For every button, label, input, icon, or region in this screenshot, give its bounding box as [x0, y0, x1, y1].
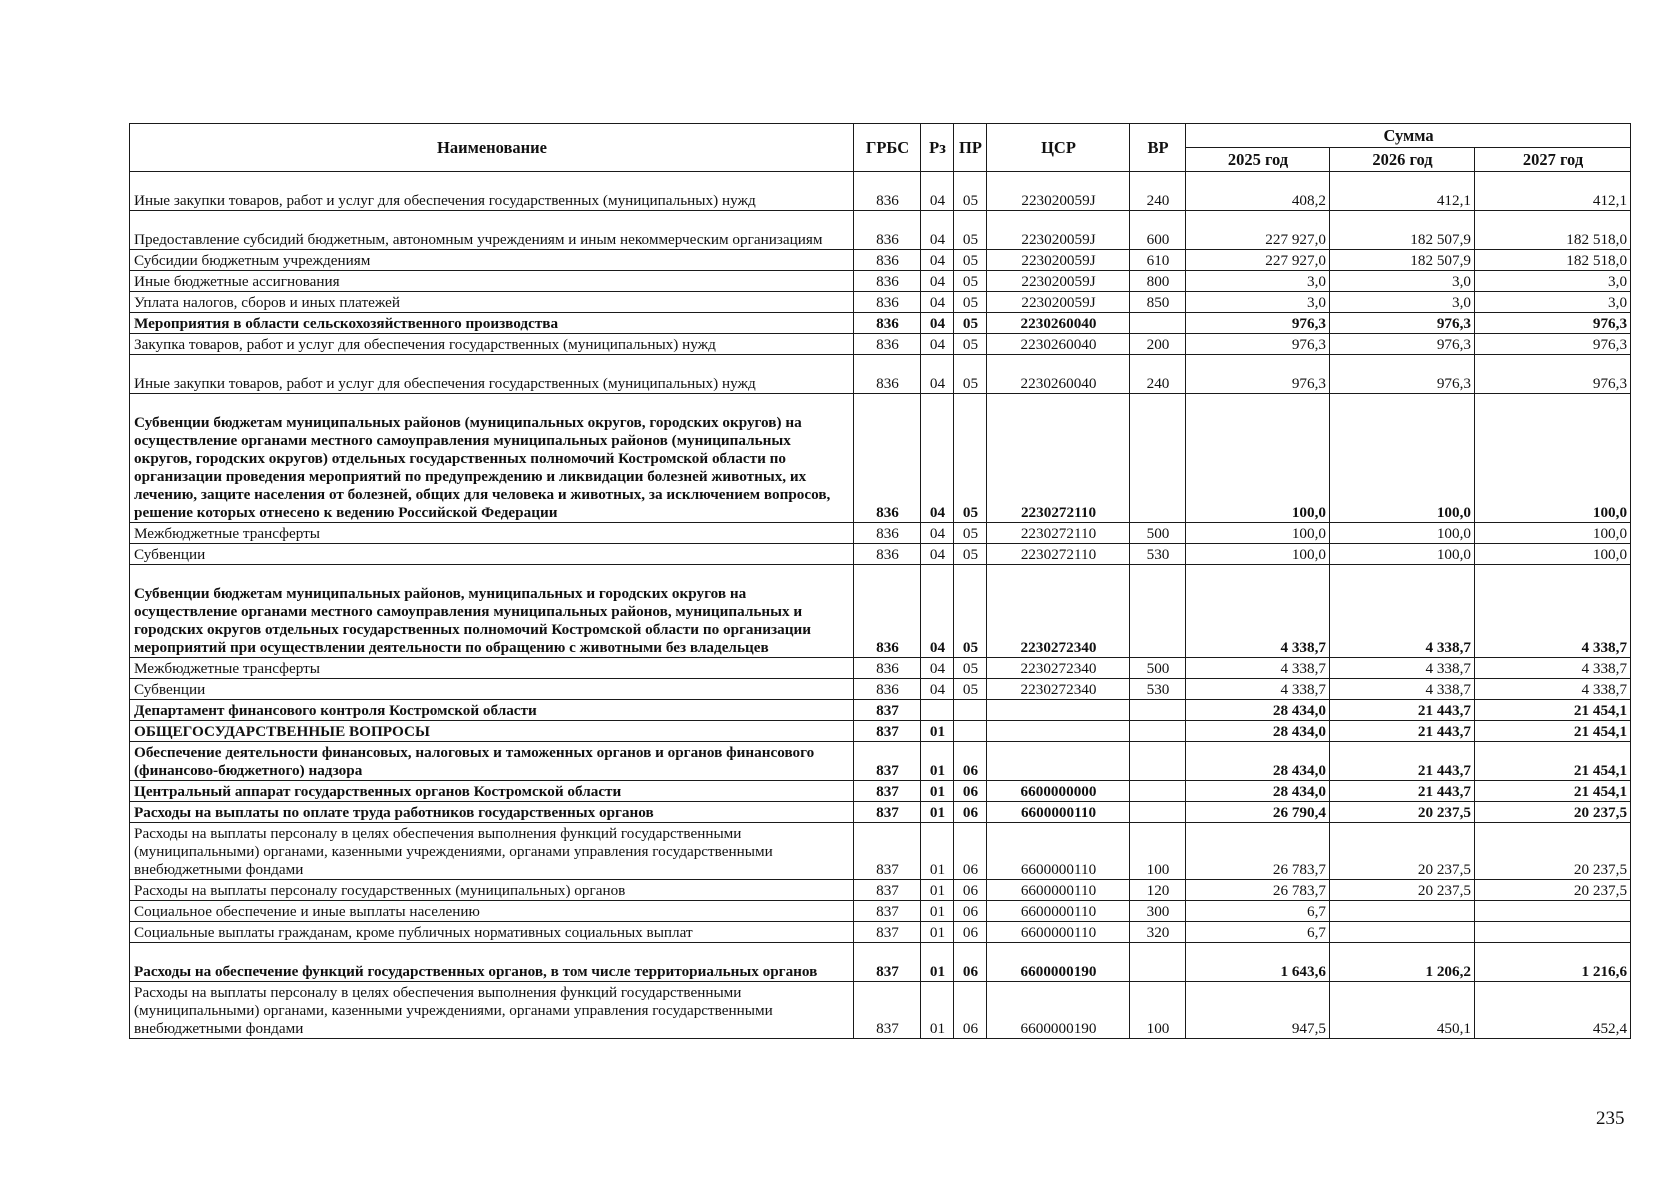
cell-grbs: 837	[854, 922, 921, 943]
cell-sum-2025: 3,0	[1186, 271, 1330, 292]
cell-name: Уплата налогов, сборов и иных платежей	[130, 292, 854, 313]
cell-pr: 05	[954, 172, 987, 211]
cell-sum-2027: 182 518,0	[1475, 250, 1631, 271]
cell-sum-2025: 4 338,7	[1186, 565, 1330, 658]
cell-grbs: 836	[854, 355, 921, 394]
cell-pr: 06	[954, 802, 987, 823]
cell-vr: 240	[1130, 355, 1186, 394]
cell-grbs: 836	[854, 271, 921, 292]
cell-sum-2027: 20 237,5	[1475, 802, 1631, 823]
cell-pr: 06	[954, 781, 987, 802]
cell-name: Иные бюджетные ассигнования	[130, 271, 854, 292]
cell-csr	[987, 742, 1130, 781]
cell-vr: 120	[1130, 880, 1186, 901]
cell-sum-2025: 100,0	[1186, 523, 1330, 544]
table-row	[130, 700, 1631, 721]
cell-vr	[1130, 802, 1186, 823]
table-row	[130, 172, 1631, 211]
cell-sum-2027: 976,3	[1475, 313, 1631, 334]
table-header	[130, 124, 1631, 172]
table-row	[130, 658, 1631, 679]
cell-pr: 05	[954, 271, 987, 292]
cell-rz: 01	[921, 982, 954, 1039]
cell-sum-2027: 4 338,7	[1475, 679, 1631, 700]
table-row	[130, 565, 1631, 658]
cell-sum-2026: 21 443,7	[1330, 742, 1475, 781]
cell-grbs: 836	[854, 211, 921, 250]
cell-sum-2027: 412,1	[1475, 172, 1631, 211]
cell-vr: 800	[1130, 271, 1186, 292]
cell-rz: 01	[921, 823, 954, 880]
cell-grbs: 836	[854, 250, 921, 271]
cell-sum-2026: 21 443,7	[1330, 700, 1475, 721]
cell-csr: 2230272110	[987, 544, 1130, 565]
cell-vr	[1130, 565, 1186, 658]
cell-pr: 05	[954, 394, 987, 523]
cell-sum-2025: 976,3	[1186, 355, 1330, 394]
col-header-vr: ВР	[1130, 124, 1186, 172]
cell-sum-2027: 20 237,5	[1475, 823, 1631, 880]
cell-csr: 223020059J	[987, 250, 1130, 271]
cell-name: Субсидии бюджетным учреждениям	[130, 250, 854, 271]
cell-grbs: 837	[854, 982, 921, 1039]
table-row	[130, 721, 1631, 742]
cell-pr: 05	[954, 523, 987, 544]
cell-rz: 01	[921, 922, 954, 943]
cell-vr	[1130, 742, 1186, 781]
cell-name: Расходы на выплаты по оплате труда работников государственных органов	[130, 802, 854, 823]
cell-name: Центральный аппарат государственных органов Костромской области	[130, 781, 854, 802]
cell-name: Субвенции	[130, 544, 854, 565]
cell-sum-2026: 100,0	[1330, 523, 1475, 544]
table-row	[130, 211, 1631, 250]
cell-csr	[987, 721, 1130, 742]
cell-sum-2027: 21 454,1	[1475, 781, 1631, 802]
cell-vr: 300	[1130, 901, 1186, 922]
col-header-sum: Сумма	[1186, 124, 1631, 148]
table-row	[130, 292, 1631, 313]
table-row	[130, 943, 1631, 982]
cell-rz: 01	[921, 721, 954, 742]
table-row	[130, 334, 1631, 355]
cell-sum-2027: 100,0	[1475, 544, 1631, 565]
cell-grbs: 836	[854, 334, 921, 355]
cell-pr: 05	[954, 250, 987, 271]
budget-table-sheet	[129, 123, 1630, 1039]
cell-name: Иные закупки товаров, работ и услуг для обеспечения государственных (муниципальных) нужд	[130, 172, 854, 211]
cell-csr: 2230260040	[987, 355, 1130, 394]
table-row	[130, 394, 1631, 523]
cell-sum-2027: 100,0	[1475, 394, 1631, 523]
cell-sum-2025: 227 927,0	[1186, 250, 1330, 271]
cell-sum-2026: 100,0	[1330, 544, 1475, 565]
cell-pr: 05	[954, 355, 987, 394]
cell-name: ОБЩЕГОСУДАРСТВЕННЫЕ ВОПРОСЫ	[130, 721, 854, 742]
cell-grbs: 837	[854, 742, 921, 781]
table-row	[130, 922, 1631, 943]
cell-sum-2026: 100,0	[1330, 394, 1475, 523]
cell-pr: 05	[954, 679, 987, 700]
cell-name: Департамент финансового контроля Костромской области	[130, 700, 854, 721]
cell-grbs: 836	[854, 172, 921, 211]
cell-sum-2025: 100,0	[1186, 394, 1330, 523]
cell-sum-2026: 3,0	[1330, 292, 1475, 313]
table-body	[130, 172, 1631, 1039]
cell-sum-2027	[1475, 901, 1631, 922]
col-header-name: Наименование	[130, 124, 854, 172]
cell-grbs: 836	[854, 292, 921, 313]
col-header-pr: ПР	[954, 124, 987, 172]
cell-rz: 04	[921, 271, 954, 292]
table-row	[130, 982, 1631, 1039]
col-header-rz: Рз	[921, 124, 954, 172]
cell-grbs: 836	[854, 658, 921, 679]
cell-pr: 05	[954, 565, 987, 658]
cell-grbs: 836	[854, 565, 921, 658]
page-number: 235	[1596, 1108, 1625, 1129]
cell-sum-2027: 20 237,5	[1475, 880, 1631, 901]
cell-vr	[1130, 700, 1186, 721]
cell-name: Иные закупки товаров, работ и услуг для обеспечения государственных (муниципальных) нужд	[130, 355, 854, 394]
cell-csr: 223020059J	[987, 211, 1130, 250]
col-header-2025: 2025 год	[1186, 148, 1330, 172]
cell-sum-2025: 6,7	[1186, 922, 1330, 943]
cell-rz: 04	[921, 565, 954, 658]
cell-csr: 6600000110	[987, 901, 1130, 922]
cell-sum-2025: 26 790,4	[1186, 802, 1330, 823]
cell-sum-2027: 21 454,1	[1475, 742, 1631, 781]
cell-pr: 05	[954, 211, 987, 250]
cell-sum-2025: 28 434,0	[1186, 700, 1330, 721]
cell-csr: 2230272110	[987, 394, 1130, 523]
cell-grbs: 836	[854, 394, 921, 523]
cell-sum-2026: 976,3	[1330, 355, 1475, 394]
table-row	[130, 679, 1631, 700]
cell-vr: 610	[1130, 250, 1186, 271]
col-header-2026: 2026 год	[1330, 148, 1475, 172]
cell-grbs: 836	[854, 313, 921, 334]
cell-sum-2025: 408,2	[1186, 172, 1330, 211]
cell-csr: 2230260040	[987, 334, 1130, 355]
cell-grbs: 837	[854, 781, 921, 802]
cell-vr: 100	[1130, 823, 1186, 880]
cell-csr: 6600000190	[987, 943, 1130, 982]
cell-rz: 04	[921, 172, 954, 211]
cell-sum-2025: 947,5	[1186, 982, 1330, 1039]
cell-sum-2026: 20 237,5	[1330, 802, 1475, 823]
cell-sum-2026: 21 443,7	[1330, 721, 1475, 742]
cell-grbs: 837	[854, 823, 921, 880]
cell-rz: 01	[921, 781, 954, 802]
cell-csr: 2230272110	[987, 523, 1130, 544]
cell-pr: 06	[954, 880, 987, 901]
cell-vr: 850	[1130, 292, 1186, 313]
cell-sum-2027: 4 338,7	[1475, 565, 1631, 658]
table-row	[130, 880, 1631, 901]
cell-sum-2026: 976,3	[1330, 334, 1475, 355]
cell-rz: 04	[921, 355, 954, 394]
table-row	[130, 250, 1631, 271]
cell-vr: 240	[1130, 172, 1186, 211]
col-header-grbs: ГРБС	[854, 124, 921, 172]
cell-sum-2025: 4 338,7	[1186, 658, 1330, 679]
cell-sum-2026: 412,1	[1330, 172, 1475, 211]
cell-pr: 06	[954, 901, 987, 922]
cell-sum-2027: 21 454,1	[1475, 700, 1631, 721]
cell-sum-2026	[1330, 901, 1475, 922]
cell-pr: 06	[954, 943, 987, 982]
cell-pr: 06	[954, 742, 987, 781]
cell-vr	[1130, 394, 1186, 523]
cell-sum-2026: 976,3	[1330, 313, 1475, 334]
cell-csr: 6600000110	[987, 802, 1130, 823]
cell-vr: 200	[1130, 334, 1186, 355]
cell-name: Субвенции бюджетам муниципальных районов, муниципальных и городских округов на осуществление органами местного самоуправления муниципальных районов, муниципальных и городских округов отдельных государственных полномочий Костромской области по организации мероприятий при осуществлении деятельности по обращению с животными без владельцев	[130, 565, 854, 658]
cell-grbs: 837	[854, 943, 921, 982]
cell-sum-2025: 976,3	[1186, 334, 1330, 355]
cell-rz: 04	[921, 679, 954, 700]
cell-vr	[1130, 943, 1186, 982]
cell-grbs: 836	[854, 544, 921, 565]
cell-rz: 01	[921, 901, 954, 922]
cell-rz: 04	[921, 523, 954, 544]
cell-sum-2026: 4 338,7	[1330, 658, 1475, 679]
cell-sum-2027: 976,3	[1475, 355, 1631, 394]
cell-name: Закупка товаров, работ и услуг для обеспечения государственных (муниципальных) нужд	[130, 334, 854, 355]
cell-grbs: 836	[854, 679, 921, 700]
cell-rz: 04	[921, 658, 954, 679]
cell-sum-2025: 976,3	[1186, 313, 1330, 334]
cell-rz	[921, 700, 954, 721]
cell-pr: 05	[954, 292, 987, 313]
cell-sum-2027: 3,0	[1475, 292, 1631, 313]
cell-sum-2027: 100,0	[1475, 523, 1631, 544]
cell-rz: 04	[921, 313, 954, 334]
cell-vr: 530	[1130, 544, 1186, 565]
cell-rz: 01	[921, 802, 954, 823]
cell-sum-2025: 6,7	[1186, 901, 1330, 922]
cell-rz: 01	[921, 943, 954, 982]
cell-sum-2026: 20 237,5	[1330, 880, 1475, 901]
cell-sum-2027: 4 338,7	[1475, 658, 1631, 679]
cell-vr: 500	[1130, 658, 1186, 679]
cell-name: Межбюджетные трансферты	[130, 658, 854, 679]
cell-name: Расходы на выплаты персоналу государственных (муниципальных) органов	[130, 880, 854, 901]
cell-rz: 04	[921, 250, 954, 271]
cell-csr: 223020059J	[987, 292, 1130, 313]
cell-sum-2026: 1 206,2	[1330, 943, 1475, 982]
cell-sum-2027: 182 518,0	[1475, 211, 1631, 250]
cell-csr: 6600000110	[987, 880, 1130, 901]
table-row	[130, 802, 1631, 823]
cell-sum-2026: 182 507,9	[1330, 250, 1475, 271]
cell-grbs: 837	[854, 700, 921, 721]
cell-sum-2026: 3,0	[1330, 271, 1475, 292]
cell-csr: 6600000190	[987, 982, 1130, 1039]
cell-pr	[954, 721, 987, 742]
cell-rz: 01	[921, 880, 954, 901]
table-row	[130, 823, 1631, 880]
cell-sum-2026: 20 237,5	[1330, 823, 1475, 880]
cell-pr	[954, 700, 987, 721]
cell-name: Межбюджетные трансферты	[130, 523, 854, 544]
cell-csr: 6600000110	[987, 922, 1130, 943]
cell-csr: 6600000000	[987, 781, 1130, 802]
cell-pr: 05	[954, 334, 987, 355]
cell-rz: 04	[921, 211, 954, 250]
cell-pr: 06	[954, 982, 987, 1039]
cell-name: Расходы на выплаты персоналу в целях обеспечения выполнения функций государственными (муниципальными) органами, казенными учреждениями, органами управления государственными внебюджетными фондами	[130, 982, 854, 1039]
cell-sum-2027: 3,0	[1475, 271, 1631, 292]
cell-sum-2027: 21 454,1	[1475, 721, 1631, 742]
cell-csr: 2230272340	[987, 565, 1130, 658]
cell-pr: 05	[954, 544, 987, 565]
cell-sum-2025: 227 927,0	[1186, 211, 1330, 250]
cell-grbs: 837	[854, 880, 921, 901]
cell-sum-2026: 4 338,7	[1330, 679, 1475, 700]
cell-grbs: 837	[854, 901, 921, 922]
cell-vr	[1130, 781, 1186, 802]
cell-sum-2027: 452,4	[1475, 982, 1631, 1039]
table-row	[130, 544, 1631, 565]
cell-pr: 05	[954, 658, 987, 679]
cell-sum-2026: 21 443,7	[1330, 781, 1475, 802]
cell-rz: 01	[921, 742, 954, 781]
table-row	[130, 355, 1631, 394]
cell-name: Расходы на обеспечение функций государственных органов, в том числе территориальных органов	[130, 943, 854, 982]
cell-name: Социальное обеспечение и иные выплаты населению	[130, 901, 854, 922]
cell-sum-2027: 976,3	[1475, 334, 1631, 355]
cell-csr	[987, 700, 1130, 721]
cell-grbs: 837	[854, 721, 921, 742]
cell-sum-2026: 4 338,7	[1330, 565, 1475, 658]
cell-sum-2025: 28 434,0	[1186, 742, 1330, 781]
cell-name: Субвенции	[130, 679, 854, 700]
table-row	[130, 781, 1631, 802]
cell-sum-2025: 28 434,0	[1186, 721, 1330, 742]
cell-vr: 320	[1130, 922, 1186, 943]
cell-sum-2026	[1330, 922, 1475, 943]
cell-name: Субвенции бюджетам муниципальных районов (муниципальных округов, городских округов) на осуществление органами местного самоуправления муниципальных районов (муниципальных округов, городских округов) отдельных государственных полномочий Костромской области по организации проведения мероприятий по предупреждению и ликвидации болезней животных, их лечению, защите населения от болезней, общих для человека и животных, за исключением вопросов, решение которых отнесено к ведению Российской Федерации	[130, 394, 854, 523]
cell-sum-2026: 450,1	[1330, 982, 1475, 1039]
cell-grbs: 836	[854, 523, 921, 544]
cell-vr: 500	[1130, 523, 1186, 544]
cell-csr: 223020059J	[987, 271, 1130, 292]
cell-csr: 223020059J	[987, 172, 1130, 211]
budget-table	[129, 123, 1631, 1039]
cell-rz: 04	[921, 334, 954, 355]
cell-sum-2025: 4 338,7	[1186, 679, 1330, 700]
cell-name: Мероприятия в области сельскохозяйственного производства	[130, 313, 854, 334]
cell-pr: 06	[954, 922, 987, 943]
cell-name: Социальные выплаты гражданам, кроме публичных нормативных социальных выплат	[130, 922, 854, 943]
cell-sum-2025: 100,0	[1186, 544, 1330, 565]
cell-sum-2025: 3,0	[1186, 292, 1330, 313]
cell-name: Предоставление субсидий бюджетным, автономным учреждениям и иным некоммерческим организациям	[130, 211, 854, 250]
cell-rz: 04	[921, 292, 954, 313]
cell-csr: 2230272340	[987, 679, 1130, 700]
cell-vr	[1130, 721, 1186, 742]
cell-rz: 04	[921, 544, 954, 565]
cell-vr	[1130, 313, 1186, 334]
cell-vr: 100	[1130, 982, 1186, 1039]
table-row	[130, 313, 1631, 334]
cell-sum-2025: 26 783,7	[1186, 880, 1330, 901]
table-row	[130, 742, 1631, 781]
cell-sum-2026: 182 507,9	[1330, 211, 1475, 250]
cell-csr: 2230272340	[987, 658, 1130, 679]
cell-pr: 06	[954, 823, 987, 880]
col-header-csr: ЦСР	[987, 124, 1130, 172]
cell-sum-2025: 28 434,0	[1186, 781, 1330, 802]
cell-sum-2027	[1475, 922, 1631, 943]
cell-sum-2025: 26 783,7	[1186, 823, 1330, 880]
cell-csr: 6600000110	[987, 823, 1130, 880]
cell-sum-2027: 1 216,6	[1475, 943, 1631, 982]
cell-rz: 04	[921, 394, 954, 523]
table-row	[130, 271, 1631, 292]
table-row	[130, 901, 1631, 922]
cell-csr: 2230260040	[987, 313, 1130, 334]
cell-name: Обеспечение деятельности финансовых, налоговых и таможенных органов и органов финансового (финансово-бюджетного) надзора	[130, 742, 854, 781]
col-header-2027: 2027 год	[1475, 148, 1631, 172]
cell-sum-2025: 1 643,6	[1186, 943, 1330, 982]
cell-vr: 530	[1130, 679, 1186, 700]
cell-grbs: 837	[854, 802, 921, 823]
table-row	[130, 523, 1631, 544]
cell-name: Расходы на выплаты персоналу в целях обеспечения выполнения функций государственными (муниципальными) органами, казенными учреждениями, органами управления государственными внебюджетными фондами	[130, 823, 854, 880]
cell-pr: 05	[954, 313, 987, 334]
cell-vr: 600	[1130, 211, 1186, 250]
